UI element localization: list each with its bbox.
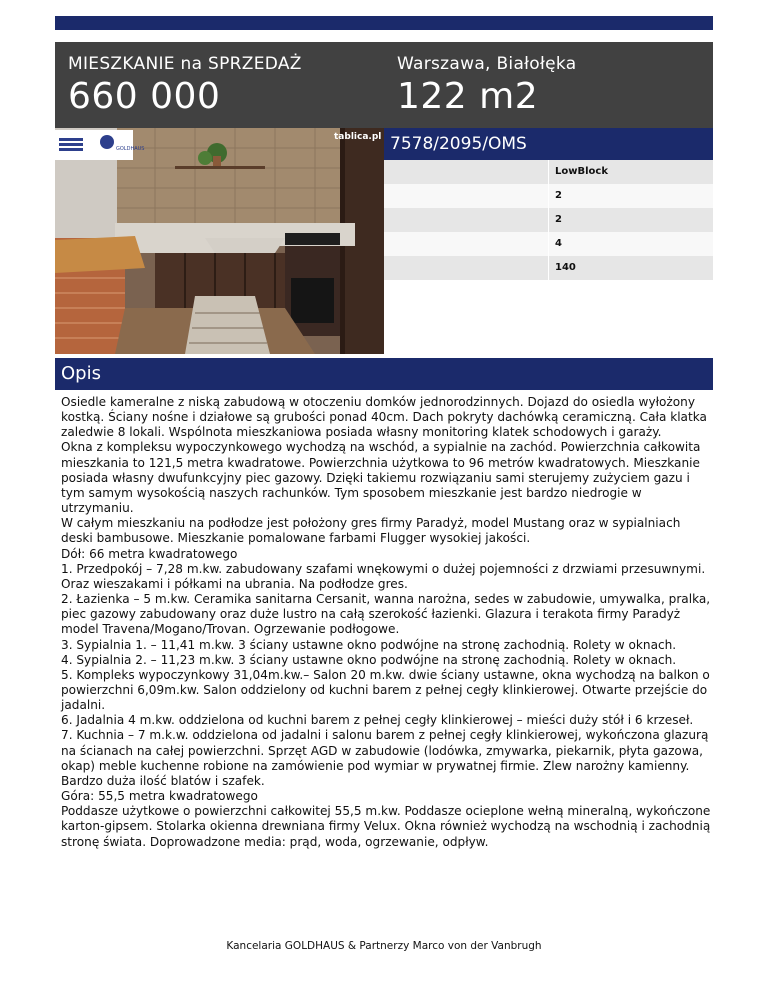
kitchen-photo	[55, 128, 384, 354]
area: 122 m2	[397, 76, 539, 117]
spec-table	[384, 160, 713, 280]
description-paragraph: 6. Jadalnia 4 m.kw. oddzielona od kuchni barem z pełnej cegły klinkierowej – mieści duży stół i 6 krzeseł.	[61, 713, 694, 728]
description-paragraph: Poddasze użytkowe o powierzchni całkowitej 55,5 m.kw. Poddasze ocieplone wełną mineralną, wykończone karton-gipsem. Stolarka okienna drewniana firmy Velux. Okna również wychodzą na wschodnią i zachodnią stronę świata. Doprowadzone media: prąd, woda, ogrzewanie, odpływ.	[61, 804, 711, 849]
description-paragraph: 5. Kompleks wypoczynkowy 31,04m.kw.– Salon 20 m.kw. dwie ściany ustawne, okna wychodzą na balkon o powierzchni 6,09m.kw. Salon oddzielony od kuchni barem z pełnej cegły klinkierowej. Otwarte przejście do jadalni.	[61, 667, 710, 713]
reference-number: 7578/2095/OMS	[384, 128, 713, 160]
watermark-text: tablica.pl	[334, 132, 382, 142]
description-paragraph: Okna z kompleksu wypoczynkowego wychodzą na wschód, a sypialnie na zachód. Powierzchnia całkowita mieszkania to 121,5 metra kwadratowe. Powierzchnia użytkowa to 96 metrów kwadratowych. Mieszkanie posiada własny dwufunkcyjny piec gazowy. Dzięki takiemu rozwiązaniu sami sterujemy zużyciem gazu i tym samym wysokością naszych rachunków. Tym sposobem mieszkanie jest bardzo niedrogie w utrzymaniu.	[61, 440, 701, 516]
price: 660 000	[68, 76, 221, 117]
description-paragraph: W całym mieszkaniu na podłodze jest położony gres firmy Paradyż, model Mustang oraz w sypialniach deski bambusowe. Mieszkanie pomalowane farbami Flugger wysokiej jakości.	[61, 516, 681, 546]
spec-value: 4	[555, 238, 562, 249]
header-left	[68, 54, 302, 117]
spec-label	[384, 208, 549, 232]
spec-label	[384, 232, 549, 256]
description-paragraph: 1. Przedpokój – 7,28 m.kw. zabudowany szafami wnękowymi o dużej pojemności z drzwiami przesuwnymi. Oraz wieszakami i półkami na ubrania. Na podłodze gres.	[61, 561, 706, 591]
spec-value: LowBlock	[555, 166, 608, 177]
listing-header	[55, 42, 713, 128]
spec-label	[384, 184, 549, 208]
description-paragraph: 7. Kuchnia – 7 m.k.w. oddzielona od jadalni i salonu barem z pełnej cegły klinkierowej, wykończona glazurą na ścianach na całej powierzchni. Sprzęt AGD w zabudowie (lodówka, zmywarka, piekarnik, płyta gazowa, okap) meble kuchenne robione na zamówienie pod wymiar w prywatnej firmie. Zlew narożny kamienny. Bardzo duża ilość blatów i szafek.	[61, 728, 709, 788]
top-accent-bar	[55, 16, 713, 30]
description-paragraph: Osiedle kameralne z niską zabudową w otoczeniu domków jednorodzinnych. Dojazd do osiedla wyłożony kostką. Ściany nośne i działowe są grubości ponad 40cm. Dach pokryty dachówką ceramiczną. Cała klatka zaledwie 8 lokali. Wspólnota mieszkaniowa posiada własny monitoring klatek schodowych i garaży.	[61, 395, 707, 440]
goldhaus-logo-icon	[100, 135, 114, 149]
spec-row	[384, 184, 713, 208]
spec-label	[384, 160, 549, 184]
spec-row	[384, 256, 713, 280]
kitchen-photo-illustration	[55, 128, 384, 354]
description-paragraph: 3. Sypialnia 1. – 11,41 m.kw. 3 ściany ustawne okno podwójne na stronę zachodnią. Rolety w oknach.	[61, 637, 677, 652]
description-paragraph: 2. Łazienka – 5 m.kw. Ceramika sanitarna Cersanit, wanna narożna, sedes w zabudowie, umywalka, pralka, piec gazowy zabudowany oraz duże lustro na całą szerokość łazienki. Glazura i terakota firmy Paradyż model Travena/Mogano/Trovan. Ogrzewanie podłogowe.	[61, 592, 711, 637]
header-right	[397, 54, 576, 117]
section-title: Opis	[55, 358, 713, 390]
spec-value: 2	[555, 214, 562, 225]
spec-row	[384, 160, 713, 184]
logo-text: GOLDHAUS	[116, 146, 145, 152]
spec-label	[384, 256, 549, 280]
description-paragraph: Dół: 66 metra kwadratowego	[61, 546, 238, 561]
spec-row	[384, 208, 713, 232]
description-paragraph: 4. Sypialnia 2. – 11,23 m.kw. 3 ściany ustawne okno podwójne na stronę zachodnią. Rolety w oknach.	[61, 652, 677, 667]
location: Warszawa, Białołęka	[397, 54, 577, 74]
spec-row	[384, 232, 713, 256]
description	[61, 395, 711, 850]
spec-value: 2	[555, 190, 562, 201]
footer: Kancelaria GOLDHAUS & Partnerzy Marco von der Vanbrugh	[226, 940, 542, 952]
listing-type: MIESZKANIE na SPRZEDAŻ	[68, 54, 302, 74]
description-paragraph: Góra: 55,5 metra kwadratowego	[61, 789, 258, 804]
spec-value: 140	[555, 262, 576, 273]
